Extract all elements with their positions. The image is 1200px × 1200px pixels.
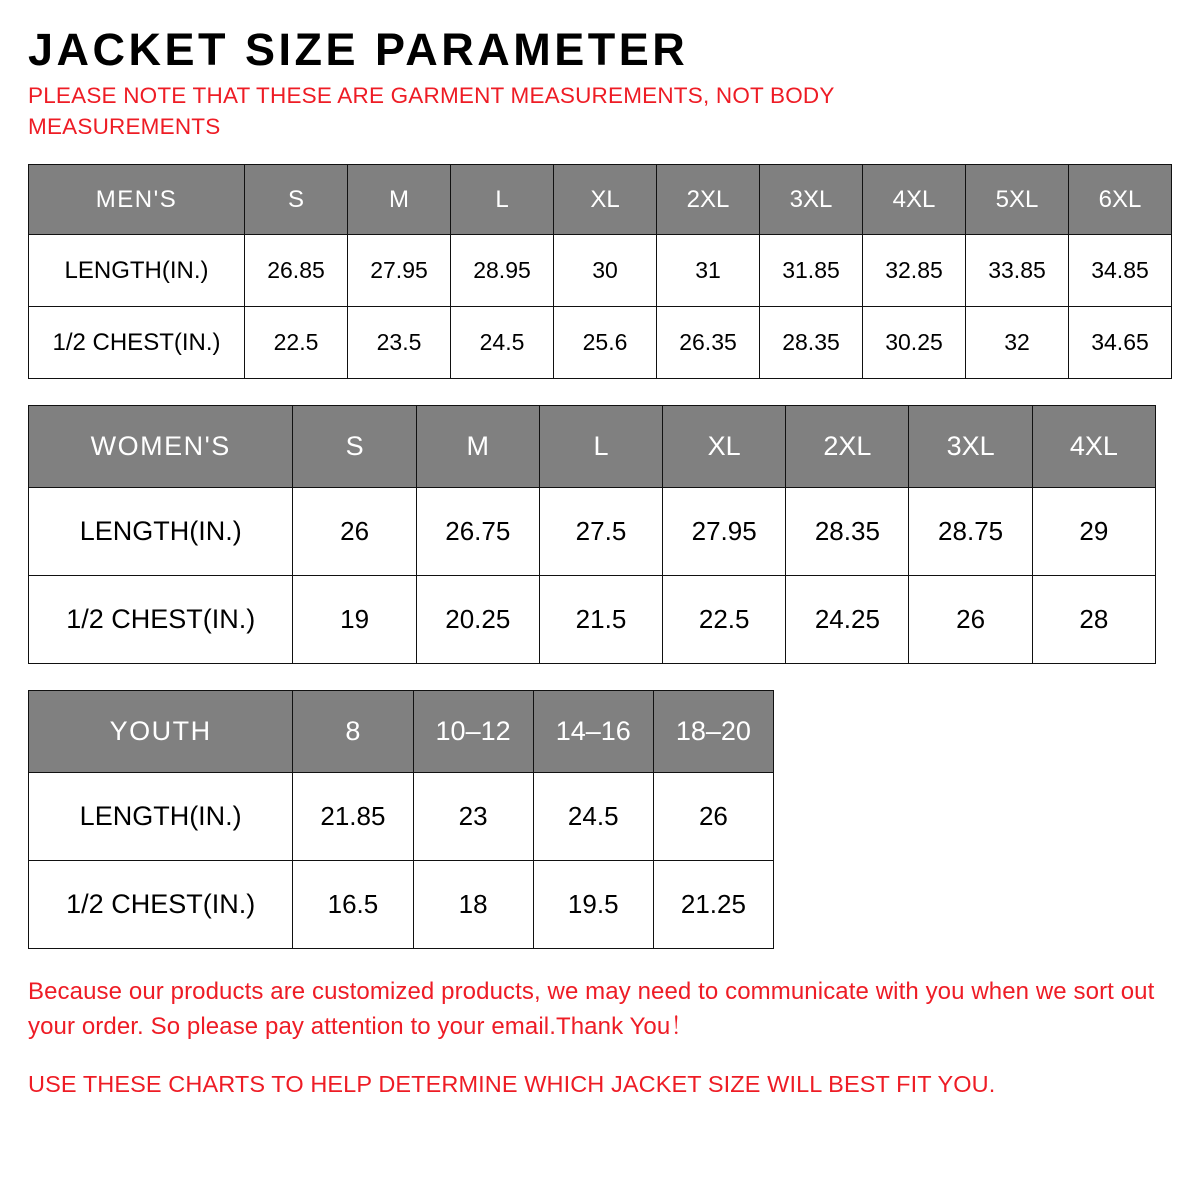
mens-col-header: 4XL <box>863 165 966 235</box>
cell: 28.35 <box>760 307 863 379</box>
page-title: JACKET SIZE PARAMETER <box>28 24 689 75</box>
cell: 21.85 <box>293 773 413 861</box>
measurement-disclaimer: PLEASE NOTE THAT THESE ARE GARMENT MEASUREMENTS, NOT BODY MEASUREMENTS <box>28 83 835 139</box>
cell: 26 <box>293 488 416 576</box>
cell: 28.75 <box>909 488 1032 576</box>
cell: 26.85 <box>245 235 348 307</box>
row-label: 1/2 CHEST(IN.) <box>29 576 293 664</box>
cell: 34.85 <box>1069 235 1172 307</box>
cell: 32 <box>966 307 1069 379</box>
cell: 27.95 <box>663 488 786 576</box>
mens-col-header: 5XL <box>966 165 1069 235</box>
row-label: LENGTH(IN.) <box>29 773 293 861</box>
table-row <box>29 307 1172 379</box>
row-label: LENGTH(IN.) <box>29 235 245 307</box>
table-row <box>29 861 774 949</box>
mens-col-header: XL <box>554 165 657 235</box>
youth-col-header: 18–20 <box>653 691 773 773</box>
cell: 26.35 <box>657 307 760 379</box>
mens-header-label: MEN'S <box>29 165 245 235</box>
youth-col-header: 14–16 <box>533 691 653 773</box>
mens-col-header: 2XL <box>657 165 760 235</box>
cell: 26 <box>909 576 1032 664</box>
cell: 30 <box>554 235 657 307</box>
cell: 26 <box>653 773 773 861</box>
womens-size-table <box>28 405 1156 664</box>
womens-col-header: M <box>416 406 539 488</box>
cell: 31.85 <box>760 235 863 307</box>
mens-col-header: 3XL <box>760 165 863 235</box>
cell: 29 <box>1032 488 1155 576</box>
mens-col-header: S <box>245 165 348 235</box>
womens-col-header: S <box>293 406 416 488</box>
mens-col-header: L <box>451 165 554 235</box>
womens-col-header: XL <box>663 406 786 488</box>
cell: 28.35 <box>786 488 909 576</box>
cell: 21.5 <box>539 576 662 664</box>
footer-note-customized: Because our products are customized products, we may need to communicate with you when we sort out your order. So please pay attention to your email.Thank You！ <box>28 978 1155 1040</box>
cell: 28 <box>1032 576 1155 664</box>
womens-col-header: 3XL <box>909 406 1032 488</box>
cell: 22.5 <box>663 576 786 664</box>
cell: 32.85 <box>863 235 966 307</box>
row-label: LENGTH(IN.) <box>29 488 293 576</box>
womens-col-header: L <box>539 406 662 488</box>
mens-col-header: 6XL <box>1069 165 1172 235</box>
cell: 16.5 <box>293 861 413 949</box>
cell: 27.5 <box>539 488 662 576</box>
cell: 34.65 <box>1069 307 1172 379</box>
cell: 19 <box>293 576 416 664</box>
row-label: 1/2 CHEST(IN.) <box>29 861 293 949</box>
cell: 25.6 <box>554 307 657 379</box>
cell: 19.5 <box>533 861 653 949</box>
footer-notes <box>28 975 1172 1101</box>
cell: 27.95 <box>348 235 451 307</box>
cell: 23.5 <box>348 307 451 379</box>
womens-header-label: WOMEN'S <box>29 406 293 488</box>
table-row <box>29 235 1172 307</box>
youth-header-label: YOUTH <box>29 691 293 773</box>
table-row <box>29 488 1156 576</box>
cell: 20.25 <box>416 576 539 664</box>
cell: 30.25 <box>863 307 966 379</box>
cell: 24.5 <box>533 773 653 861</box>
cell: 26.75 <box>416 488 539 576</box>
table-header-row <box>29 691 774 773</box>
cell: 22.5 <box>245 307 348 379</box>
table-row <box>29 773 774 861</box>
mens-col-header: M <box>348 165 451 235</box>
cell: 21.25 <box>653 861 773 949</box>
row-label: 1/2 CHEST(IN.) <box>29 307 245 379</box>
youth-size-table <box>28 690 774 949</box>
youth-col-header: 8 <box>293 691 413 773</box>
youth-col-header: 10–12 <box>413 691 533 773</box>
table-header-row <box>29 165 1172 235</box>
cell: 23 <box>413 773 533 861</box>
womens-col-header: 4XL <box>1032 406 1155 488</box>
womens-col-header: 2XL <box>786 406 909 488</box>
mens-size-table <box>28 164 1172 379</box>
cell: 33.85 <box>966 235 1069 307</box>
table-header-row <box>29 406 1156 488</box>
footer-note-usage: USE THESE CHARTS TO HELP DETERMINE WHICH JACKET SIZE WILL BEST FIT YOU. <box>28 1070 996 1097</box>
cell: 31 <box>657 235 760 307</box>
cell: 28.95 <box>451 235 554 307</box>
cell: 24.25 <box>786 576 909 664</box>
table-row <box>29 576 1156 664</box>
cell: 24.5 <box>451 307 554 379</box>
cell: 18 <box>413 861 533 949</box>
